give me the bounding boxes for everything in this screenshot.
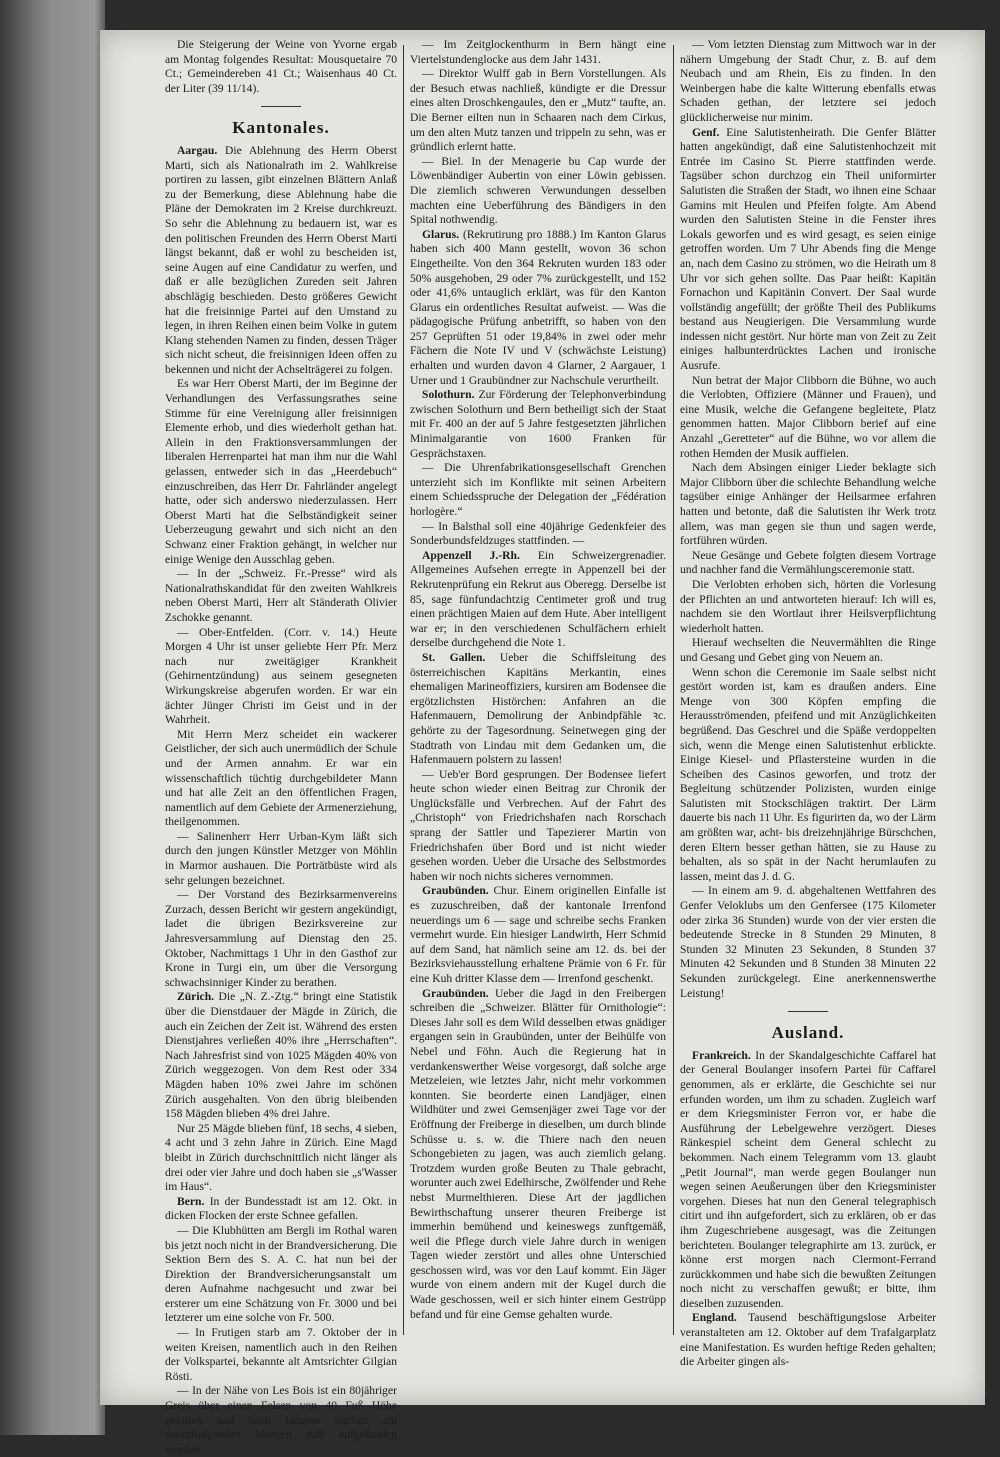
article-text: Nur 25 Mägde blieben fünf, 18 sechs, 4 sieben, 4 acht und 3 zehn Jahre in Zürich. Eine Magd bleibt in Zürich durchschnittlich nicht länger als drei oder vier Jahre und doch haben sie „s'Wasser im Haus“. (165, 1121, 397, 1194)
article-paragraph (680, 126, 936, 374)
article-paragraph (165, 888, 397, 990)
article-paragraph (410, 388, 666, 461)
article-text: — Der Vorstand des Bezirksarmenvereins Zurzach, dessen Bericht wir gestern angekündigt, ladet die übrigen Bezirksvereine zur Jahresversammlung auf Dienstag den 25. Oktober, Nachmittags 1 Uhr in den Gasthof zur Krone in Turgi ein, um über die Versorgung schwachsinniger Kinder zu berathen. (165, 888, 397, 989)
article-dateline: Bern. (177, 1194, 205, 1208)
article-text: In der Skandalgeschichte Caffarel hat der General Boulanger insofern Partei für Caffarel genommen, als er erklärte, die Geschichte sei nur erfunden worden, um ihm zu schaden. Zugleich warf er dem Kriegsminister Ferron vor, er habe die Ausführung der Lebelgewehre verzögert. Dieses Ränkespiel scheint dem General schlecht zu bekommen. Nach einem Telegramm vom 13. glaubt „Petit Journal“, man werde gegen Boulanger nun wegen seinen Aeußerungen über den Kriegsminister vorgehen. Dieses hat nun den General telegraphisch citirt und ihn aufgefordert, sich zu erklären, ob er das ihm Zugeschriebene ausgesagt, was die Zeitungen berichteten. Boulanger telegraphirte am 13. zurück, er könne erst morgen nach Clermont-Ferrand zurückkommen und habe sich die bewußten Zeitungen noch nicht zu verschaffen gewußt; er bitte, ihm dieselben zuzusenden. (680, 1048, 936, 1310)
article-paragraph (680, 461, 936, 549)
article-text: — Im Zeitglockenthurm in Bern hängt eine Viertelstundenglocke aus dem Jahr 1431. (410, 38, 666, 66)
article-paragraph (680, 578, 936, 636)
article-text: — Salinenherr Herr Urban-Kym läßt sich durch den jungen Künstler Metzger von Möhlin in Marmor aushauen. Die Porträtbüste wird als sehr gelungen bezeichnet. (165, 829, 397, 887)
article-dateline: St. Gallen. (422, 650, 486, 664)
article-paragraph (410, 987, 666, 1323)
article-dateline: Graubünden. (422, 986, 489, 1000)
article-dateline: Solothurn. (422, 388, 475, 402)
article-text: Die Verlobten erhoben sich, hörten die Vorlesung der Pflichten an und antworteten hierauf: Ich will es, nachdem sie den Wortlaut ihrer Heilsverpflichtung wiederholt hatten. (680, 577, 936, 635)
article-paragraph (680, 666, 936, 885)
article-text: — Vom letzten Dienstag zum Mittwoch war in der nähern Umgebung der Stadt Chur, z. B. auf dem Neubach und am Rhein, Eis zu finden. In den Weinbergen habe die kalte Witterung ebenfalls etwas Schaden gethan, der letztere sei jedoch glücklicherweise nur minim. (680, 38, 936, 124)
article-dateline: Graubünden. (422, 884, 489, 898)
column-divider (673, 45, 674, 1335)
article-dateline: Appenzell J.-Rh. (422, 548, 520, 562)
article-text: Die „N. Z.-Ztg.“ bringt eine Statistik über die Dienstdauer der Mägde in Zürich, die auch ein Zeichen der Zeit ist. Während des ersten Dienstjahres verließen 40% ihre „Herrschaften“. Nach Jahresfrist sind von 1025 Mägden 40% von Zürich weggezogen. Von dem Rest oder 334 Mägden haben 10% zwei Jahre im schönen Zürich ausgehalten. Von den übrig bleibenden 158 Mägden blieben 4% drei Jahre. (165, 990, 397, 1121)
article-paragraph (410, 768, 666, 885)
article-paragraph (165, 626, 397, 728)
article-text: Zur Förderung der Telephonverbindung zwischen Solothurn und Bern betheiligt sich der Staat mit Fr. 400 an der auf 5 Jahre festgesetzten jährlichen Minimalgarantie von 1600 Franken für Gesprächstaxen. (410, 388, 666, 460)
article-text: — In einem am 9. d. abgehaltenen Wettfahren des Genfer Veloklubs um den Genfersee (175 Kilometer oder zirka 36 Stunden) wurde von der vier ersten die bedeutende Strecke in 8 Stunden 29 Minuten, 8 Stunden 32 Minuten 23 Sekunden, 8 Stunden 37 Minuten 42 Sekunden und 8 Stunden 38 Minuten 22 Sekunden zurückgelegt. Eine anerkennenswerthe Leistung! (680, 884, 936, 1000)
article-text: Die Steigerung der Weine von Yvorne ergab am Montag folgendes Resultat: Mousquetaire 70 Ct.; Gemeindereben 41 Ct.; Waisenhaus 40 Ct. der Liter (39 11/14). (165, 38, 397, 95)
book-binding (0, 0, 105, 1435)
article-paragraph (165, 1224, 397, 1326)
article-paragraph (165, 144, 397, 378)
article-paragraph (165, 990, 397, 1121)
article-text: — In der „Schweiz. Fr.-Presse“ wird als Nationalrathskandidat für den zweiten Wahlkreis neben Oberst Marti, Herr alt Ständerath Olivier Zschokke genannt. (165, 567, 397, 624)
article-paragraph (410, 38, 666, 67)
article-text: Hierauf wechselten die Neuvermählten die Ringe und Gesang und Gebet ging von Neuem an. (680, 636, 936, 664)
article-text: Wenn schon die Ceremonie im Saale selbst nicht gestört worden ist, kam es draußen anders. Eine Menge von 300 Köpfen empfing die Herausströmenden, pfeifend und mit Anzüglichkeiten begrüßend. Das Geschrei und die Späße verdoppelten sich, wenn die Menge einen Salutistenhut erblickte. Einige Kiesel- und Pflastersteine wurden in die Scheiben des Casinos geworfen, und trotz der Begleitung schützender Polizisten, wurden einige Salutisten mit Stockschlägen traktirt. Der Lärm dauerte bis nach 11 Uhr. Es figurirten da, wo der Lärm am größten war, acht- bis dreizehnjährige Bürschchen, deren Eltern besser gethan hätten, sie zu Hause zu behalten, als so spät in der Nacht herumlaufen zu lassen, meint das J. d. G. (680, 665, 936, 883)
article-text: Tausend beschäftigungslose Arbeiter veranstalteten am 12. Oktober auf dem Trafalgarplatz eine Manifestation. Es wurden heftige Reden gehalten; die Arbeiter gingen als- (680, 1311, 936, 1369)
article-paragraph (680, 1049, 936, 1312)
article-paragraph (680, 38, 936, 126)
article-paragraph (165, 377, 397, 567)
article-text: (Rekrutirung pro 1888.) Im Kanton Glarus haben sich 400 Mann gestellt, wovon 36 schon Eingetheilte. Von den 364 Rekruten wurden 183 oder 50% ausgehoben, 29 oder 7% zurückgestellt, und 152 oder 41,6% untauglich erklärt, was für den Kanton Glarus ein ordentliches Resultat aufweist. — Was die pädagogische Prüfung anbetrifft, so haben von den 257 Geprüften 51 oder 19,84% in zwei oder mehr Fächern die Note IV und V (schwächste Leistung) erhalten und wurden davon 4 Glarner, 2 Aargauer, 1 Urner und 1 Graubündner zur Nachschule verurtheilt. (410, 227, 666, 387)
article-paragraph (165, 1195, 397, 1224)
article-paragraph (680, 1311, 936, 1369)
article-text: Chur. Einem originellen Einfalle ist es zuzuschreiben, daß der kantonale Irrenfond neuerdings um 6 — sage und schreibe sechs Franken vermehrt wurde. Ein hiesiger Landwirth, Herr Schmid auf dem Sand, hat nämlich seine am 12. ds. bei der Bezirksviehausstellung erhaltene Prämie von 6 Fr. für eine Kuh dritter Klasse dem — Irrenfond geschenkt. (410, 884, 666, 985)
article-paragraph (165, 728, 397, 830)
article-text: Mit Herrn Merz scheidet ein wackerer Geistlicher, der sich auch unermüdlich der Schule und der Armen annahm. Er war ein wissenschaftlich tüchtig durchgebildeter Mann und hat alle Zeit an den öffentlichen Fragen, namentlich auf dem Gebiete der Armenerziehung, theilgenommen. (165, 727, 397, 829)
article-paragraph (410, 155, 666, 228)
article-paragraph (410, 549, 666, 651)
article-paragraph (680, 636, 936, 665)
article-text: Ein Schweizergrenadier. Allgemeines Aufsehen erregte in Appenzell bei der Rekrutenprüfung ein Rekrut aus Oberegg. Derselbe ist 85, sage fünfundachtzig Centimeter groß und trug einen prächtigen Maien auf dem Hute. Aber intelligent war er; in den verschiedenen Schulfächern erhielt derselbe durchgehend die Note 1. (410, 548, 666, 650)
article-paragraph (165, 1384, 397, 1457)
article-text: — Die Uhrenfabrikationsgesellschaft Grenchen unterzieht sich im Konflikte mit seinen Arbeitern einem Schiedsspruche der Delegation der „Fédération horlogère.“ (410, 461, 666, 518)
article-paragraph (680, 374, 936, 462)
article-dateline: Zürich. (177, 990, 215, 1004)
section-heading: Ausland. (771, 1023, 845, 1043)
article-dateline: Glarus. (422, 227, 460, 241)
article-dateline: Aargau. (177, 143, 218, 157)
article-dateline: Genf. (692, 125, 720, 139)
article-text: — Biel. In der Menagerie bu Cap wurde der Löwenbändiger Aubertin von einer Löwin gebissen. Die ziemlich schweren Verwundungen desselben machten eine Ueberführung des Bändigers in den Spital nothwendig. (410, 154, 666, 227)
article-paragraph (410, 520, 666, 549)
article-paragraph (410, 461, 666, 519)
article-text: — In Frutigen starb am 7. Oktober der in weiten Kreisen, namentlich auch in den Reihen der Volkspartei, bekannte alt Amtsrichter Gilgian Rösti. (165, 1326, 397, 1383)
article-text: In der Bundesstadt ist am 12. Okt. in dicken Flocken der erste Schnee gefallen. (165, 1194, 397, 1223)
article-text: Neue Gesänge und Gebete folgten diesem Vortrage und nachher fand die Vermählungsceremonie statt. (680, 548, 936, 577)
article-paragraph (165, 567, 397, 625)
article-text: — Ueb'er Bord gesprungen. Der Bodensee liefert heute schon wieder einen Beitrag zur Chronik der Unglücksfälle und Verbrechen. Auf der Fahrt des „Christoph“ von Friedrichshafen nach Rorschach sprang der Sattler und Tapezierer Martin von Friedrichshafen über Bord und ist nicht wieder gesehen worden. Ueber die Ursache des Selbstmordes haben wir noch nichts sicheres vernommen. (410, 767, 666, 883)
article-text: Eine Salutistenheirath. Die Genfer Blätter hatten angekündigt, daß eine Salutistenhochzeit mit Entrée im Casino St. Pierre stattfinden werde. Tagsüber schon durchzog ein Theil uniformirter Salutisten die Straßen der Stadt, wo ihnen eine Schaar Gamins mit Heulen und Pfeifen folgte. Am Abend wurden den Salutisten Steine in die Fenster ihres Lokals geworfen und es wird gesagt, es seien einige getroffen worden. Um 7 Uhr Abends fing die Menge an, nach dem Casino zu strömen, wo die Heirath um 8 Uhr vor sich gehen sollte. Das Paar heißt: Kapitän Fornachon und Kapitänin Convert. Der Saal wurde vollständig angefüllt; der größte Theil des Publikums bestand aus Neugierigen. Die Versammlung wurde indessen nicht gestört. Nur hörte man von Zeit zu Zeit einiges halbunterdrücktes Lachen und ironische Ausrufe. (680, 125, 936, 373)
article-paragraph (165, 1122, 397, 1195)
article-paragraph (410, 67, 666, 155)
article-paragraph (680, 884, 936, 1001)
section-rule (788, 1011, 828, 1012)
section-heading: Kantonales. (232, 118, 330, 138)
article-paragraph (680, 549, 936, 578)
article-dateline: Frankreich. (692, 1048, 751, 1062)
article-text: Nach dem Absingen einiger Lieder beklagte sich Major Clibborn über die schlechte Behandlung welche tagsüber einige Anhänger der Heilsarmee erfahren hatten und betonte, daß die Salutisten ihr Werk trotz allem, was man gegen sie thun und sagen werde, fortführen würden. (680, 461, 936, 548)
article-paragraph (410, 884, 666, 986)
column-3 (680, 38, 936, 1370)
article-dateline: England. (692, 1311, 737, 1325)
article-text: Nun betrat der Major Clibborn die Bühne, wo auch die Verlobten, Offiziere (Männer und Frauen), und eine Musik, welche die Gefangene begleitete, Platz genommen hatten. Major Clibborn berief auf eine Anzahl „Geretteter“ auf die Bühne, wo vor allem die rothen Hemden der Musik auffielen. (680, 373, 936, 460)
article-text: — Direktor Wulff gab in Bern Vorstellungen. Als der Besuch etwas nachließ, kündigte er die Dressur eines alten Droschkengaules, den er „Mutz“ taufte, an. Die Berner eilten nun in Schaaren nach dem Cirkus, um den alten Mutz tanzen und trippeln zu sehn, was er gründlich erlernt hatte. (410, 67, 666, 154)
column-1 (165, 38, 397, 1457)
article-text: — In Balsthal soll eine 40jährige Gedenkfeier des Sonderbundsfeldzuges stattfinden. — (410, 519, 666, 548)
article-paragraph (410, 228, 666, 389)
article-text: Es war Herr Oberst Marti, der im Beginne der Verhandlungen des Verfassungsrathes seine Stimme für eine Vereinigung aller freisinnigen Elemente erhob, und dies wiederholt gethan hat. Allein in den Fraktionsversammlungen der liberalen Herrenpartei hat man ihm nur die Wahl gelassen, entweder sich in das „Heerdebuch“ einzuschreiben, das Herr Dr. Fahrländer angelegt hatte, oder sich anderswo niederzulassen. Herr Oberst Marti hat die Selbständigkeit seiner Ueberzeugung gewahrt und sich nicht an den Schwanz einer Fraktion gehängt, in welcher nur einige Wenige den Ausschlag geben. (165, 377, 397, 566)
article-text: Ueber die Jagd in den Freibergen schreiben die „Schweizer. Blätter für Ornithologie“: Dieses Jahr soll es dem Wild desselben etwas gnädiger ergangen sein in Graubünden, unter der Beihülfe von Nebel und Föhn. Auch die Regierung hat in verdankenswerther Weise vorgesorgt, daß solche arge Metzeleien, wie letztes Jahr, nicht mehr vorkommen konnten. Sie beorderte einen Landjäger, einen Wildhüter und zwei Gemsenjäger zwei Tage vor der Eröffnung der Freiberge in dieselben, um durch blinde Schüsse u. s. w. die Thiere nach den neuen Schongebieten zu jagen, was auch ziemlich gelang. Trotzdem wurden große Beuten zu Thale gebracht, worunter auch zwei Edelhirsche, Zwölfender und Rehe nebst Murmelthieren. Diese Art der jagdlichen Bewirthschaftung unserer theuren Freiberge ist immerhin bemühend und keineswegs zunftgemäß, weil die Pflege durch viele Jahre durch in wenigen Tagen wieder zerstört und alles ohne Unterschied geschossen wird, was vor den Lauf kommt. Ein Jäger wurde von einem andern mit der Kugel durch die Wade geschossen, weil er sich hinter einem Gestrüpp befand und für eine Gemse gehalten wurde. (410, 986, 666, 1321)
article-text: — In der Nähe von Les Bois ist ein 80jähriger Greis über einen Felsen von 40 Fuß Höhe gefallen und nach langem Suchen am darauffolgenden Morgen todt aufgefunden worden. (165, 1384, 397, 1456)
column-divider (403, 45, 404, 1335)
article-paragraph (165, 830, 397, 888)
section-rule (261, 106, 301, 107)
article-text: Ueber die Schiffsleitung des österreichischen Kapitäns Merkantin, eines ehemaligen Marineoffiziers, kursiren am Bodensee die ergötzlichsten Histörchen: Anfahren an die Hafenmauern, Demolirung der Anbindpfähle ꝛc. gehörte zu der Tagesordnung. Seinetwegen ging der Stadtrath von Lindau mit dem Gedanken um, die Hafenmauern polstern zu lassen! (410, 650, 667, 767)
article-text: — Ober-Entfelden. (Corr. v. 14.) Heute Morgen 4 Uhr ist unser geliebte Herr Pfr. Merz nach nur zweitägiger Krankheit (Gehirnentzündung) aus seinem gesegneten Wirkungskreise abgerufen worden. Er war ein ächter Jünger Christi im Geist und in der Wahrheit. (165, 625, 397, 727)
article-paragraph (165, 1326, 397, 1384)
article-paragraph (165, 38, 397, 96)
article-text: Die Ablehnung des Herrn Oberst Marti, sich als Nationalrath im 2. Wahlkreise portiren zu lassen, gibt einzelnen Blättern Anlaß zu der Bemerkung, diese Ablehnung habe die Pläne der Demokraten im 2 Kreise durchkreuzt. So sehr die Ablehnung zu bedauern ist, war es den politischen Freunden des Herrn Oberst Marti längst bekannt, daß er wohl zu bescheiden ist, seine Augen auf eine Candidatur zu werfen, und daß er alle bezüglichen Zureden seit Jahren abschlägig beschieden. Desto größeres Gewicht hat die freisinnige Partei auf den Umstand zu legen, in ihren Reihen einen beim Volke in gutem Klang stehenden Namen zu finden, dessen Träger sich nicht scheut, die freisinnigen Ideen offen zu bekennen und nicht der Achselträgerei zu folgen. (165, 143, 397, 376)
article-text: — Die Klubhütten am Bergli im Rothal waren bis jetzt noch nicht in der Brandversicherung. Die Sektion Bern des S. A. C. hat nun bei der Direktion der Brandversicherungsanstalt um deren Aufnahme nachgesucht und zwar bei ersterer um eine Schätzung von Fr. 3000 und bei letzterer um eine solche von Fr. 500. (165, 1223, 397, 1325)
article-paragraph (410, 651, 666, 768)
column-2 (410, 38, 666, 1322)
